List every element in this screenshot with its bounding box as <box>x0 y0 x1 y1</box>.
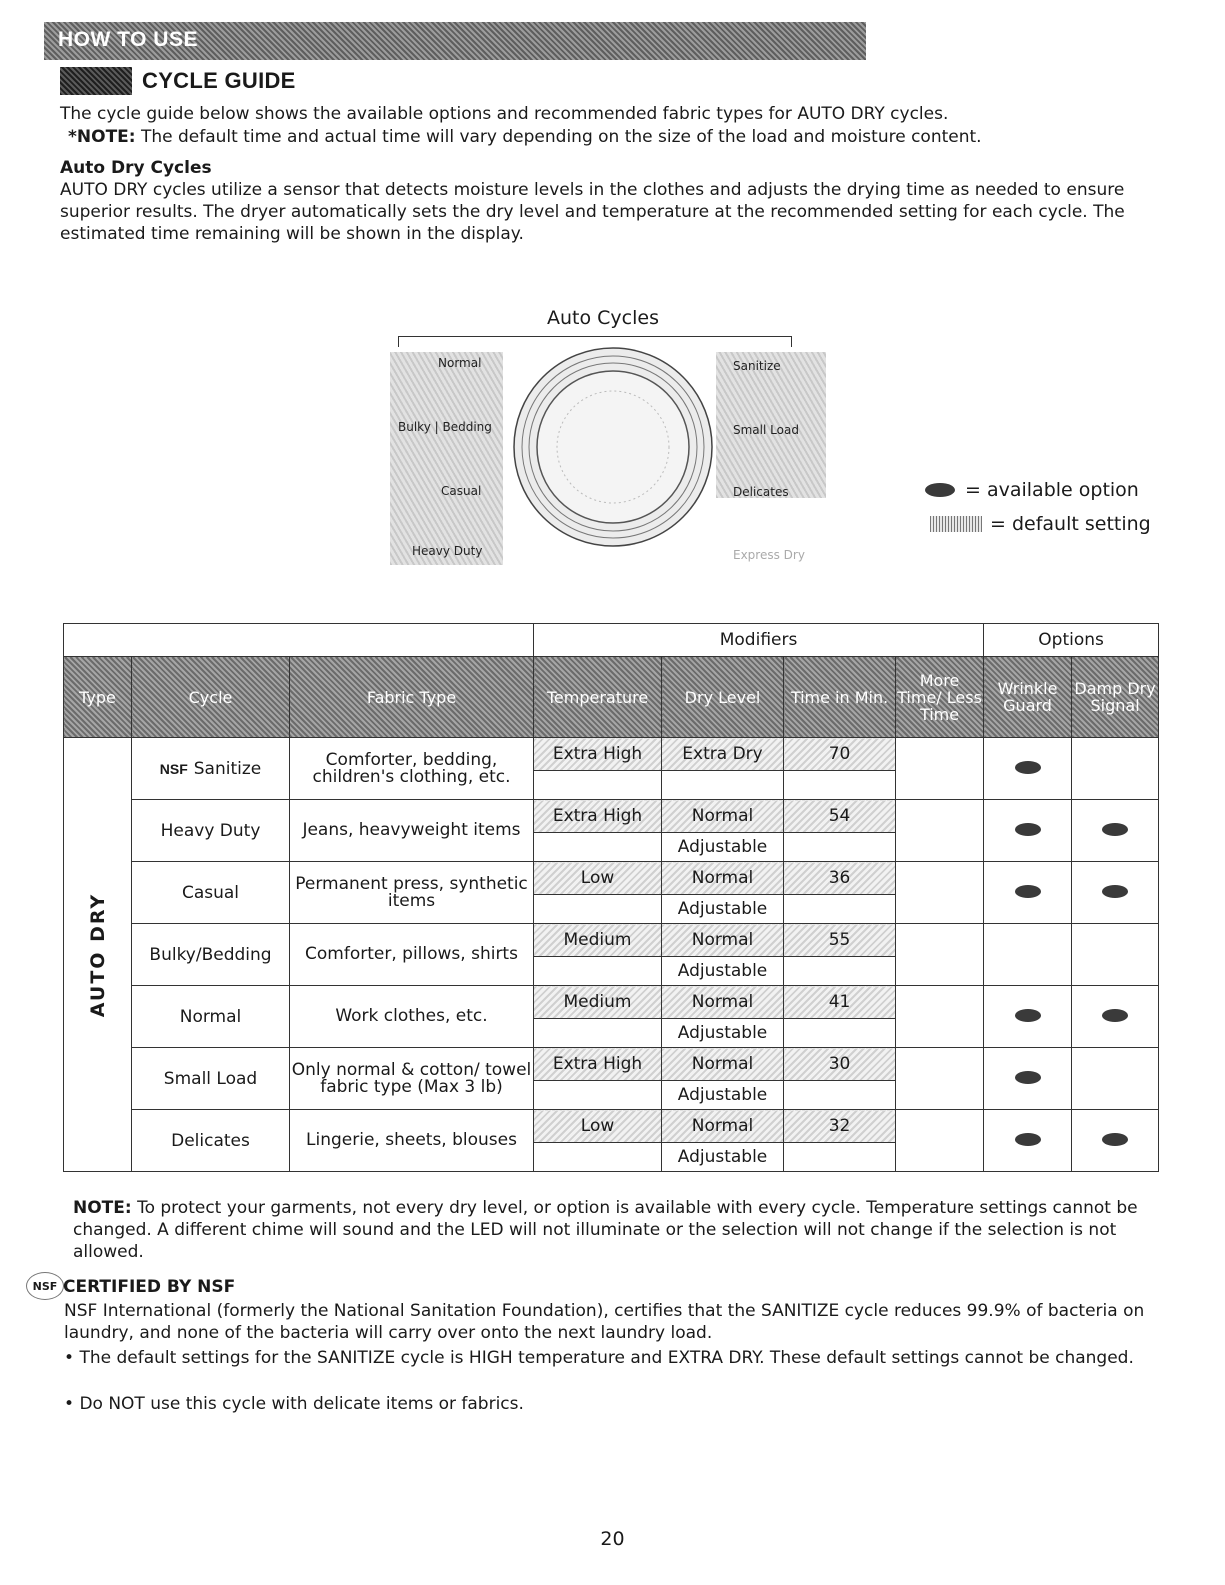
fabric-cell: Comforter, bedding, children's clothing, etc. <box>290 738 534 800</box>
panel-button-express-dry[interactable]: Express Dry <box>733 548 805 562</box>
more-less-time-cell <box>896 800 984 862</box>
col-fabric-type: Fabric Type <box>290 657 534 738</box>
dry-level-sub-cell: Adjustable <box>662 1081 784 1110</box>
fabric-cell: Jeans, heavyweight items <box>290 800 534 862</box>
time-cell: 54 <box>784 800 896 833</box>
dry-level-sub-cell: Adjustable <box>662 895 784 924</box>
damp-dry-signal-cell <box>1072 800 1159 862</box>
available-dot-icon <box>1102 1133 1128 1146</box>
col-type: Type <box>64 657 132 738</box>
cycle-dial-knob[interactable] <box>512 346 714 548</box>
temperature-sub-cell <box>534 1019 662 1048</box>
nsf-bullet-1: • The default settings for the SANITIZE cycle is HIGH temperature and EXTRA DRY. These default settings cannot be changed. <box>64 1348 1134 1368</box>
time-sub-cell <box>784 957 896 986</box>
available-dot-icon <box>1102 823 1128 836</box>
fabric-cell: Comforter, pillows, shirts <box>290 924 534 986</box>
time-cell: 36 <box>784 862 896 895</box>
dry-level-cell: Extra Dry <box>662 738 784 771</box>
wrinkle-guard-cell <box>984 1048 1072 1110</box>
auto-cycles-label: Auto Cycles <box>547 307 659 329</box>
fabric-cell: Permanent press, synthetic items <box>290 862 534 924</box>
temperature-cell: Medium <box>534 986 662 1019</box>
time-cell: 30 <box>784 1048 896 1081</box>
cycle-guide-table <box>63 623 1159 1172</box>
time-cell: 55 <box>784 924 896 957</box>
table-note: NOTE: To protect your garments, not every dry level, or option is available with every cycle. Temperature settings cannot be changed. A different chime will sound and the LED will not illuminate or the selection will not change if the selection is not allowed. <box>73 1198 1138 1262</box>
available-dot-icon <box>1015 761 1041 774</box>
intro-text: The cycle guide below shows the available options and recommended fabric types for AUTO DRY cycles. <box>60 104 949 124</box>
nsf-heading: CERTIFIED BY NSF <box>63 1277 236 1297</box>
temperature-sub-cell <box>534 833 662 862</box>
damp-dry-signal-cell <box>1072 738 1159 800</box>
cycle-cell: Bulky/Bedding <box>132 924 290 986</box>
auto-dry-text: AUTO DRY cycles utilize a sensor that detects moisture levels in the clothes and adjusts the drying time as needed to ensure superior results. The dryer automatically sets the dry level and temperature at the recommended setting for each cycle. The estimated time remaining will be shown in the display. <box>60 180 1125 244</box>
damp-dry-signal-cell <box>1072 862 1159 924</box>
options-header: Options <box>984 624 1159 657</box>
temperature-cell: Extra High <box>534 738 662 771</box>
time-cell: 32 <box>784 1110 896 1143</box>
panel-button-heavy-duty[interactable]: Heavy Duty <box>412 544 483 558</box>
legend-available: = available option <box>925 479 1139 501</box>
table-row <box>64 800 1159 833</box>
table-corner <box>64 624 534 657</box>
temperature-sub-cell <box>534 957 662 986</box>
more-less-time-cell <box>896 1110 984 1172</box>
left-button-panel <box>390 352 503 565</box>
col-time: Time in Min. <box>784 657 896 738</box>
damp-dry-signal-cell <box>1072 924 1159 986</box>
nsf-logo-icon: NSF <box>26 1272 64 1300</box>
col-wrinkle-guard: Wrinkle Guard <box>984 657 1072 738</box>
panel-button-delicates[interactable]: Delicates <box>733 485 789 499</box>
cycle-cell: Delicates <box>132 1110 290 1172</box>
table-row <box>64 1110 1159 1143</box>
temperature-sub-cell <box>534 1081 662 1110</box>
nsf-mark-icon: NSF <box>159 760 188 777</box>
col-dry-level: Dry Level <box>662 657 784 738</box>
table-row <box>64 986 1159 1019</box>
page-title: CYCLE GUIDE <box>142 68 296 93</box>
wrinkle-guard-cell <box>984 986 1072 1048</box>
cycle-cell: Normal <box>132 986 290 1048</box>
temperature-cell: Extra High <box>534 1048 662 1081</box>
temperature-cell: Low <box>534 862 662 895</box>
table-row <box>64 1048 1159 1081</box>
wrinkle-guard-cell <box>984 862 1072 924</box>
nsf-bullet-2: • Do NOT use this cycle with delicate items or fabrics. <box>64 1394 524 1414</box>
table-row <box>64 862 1159 895</box>
dry-level-sub-cell: Adjustable <box>662 1019 784 1048</box>
temperature-sub-cell <box>534 1143 662 1172</box>
page-number: 20 <box>600 1528 625 1550</box>
damp-dry-signal-cell <box>1072 1110 1159 1172</box>
panel-button-casual[interactable]: Casual <box>441 484 482 498</box>
auto-dry-heading: Auto Dry Cycles <box>60 158 212 178</box>
dry-level-sub-cell: Adjustable <box>662 957 784 986</box>
cycle-cell: Heavy Duty <box>132 800 290 862</box>
col-damp-dry-signal: Damp Dry Signal <box>1072 657 1159 738</box>
legend-default: = default setting <box>930 513 1151 535</box>
title-block-decoration <box>60 67 132 95</box>
available-dot-icon <box>1102 885 1128 898</box>
wrinkle-guard-cell <box>984 738 1072 800</box>
dry-level-cell: Normal <box>662 924 784 957</box>
time-sub-cell <box>784 1081 896 1110</box>
fabric-cell: Work clothes, etc. <box>290 986 534 1048</box>
more-less-time-cell <box>896 924 984 986</box>
cycle-cell: Casual <box>132 862 290 924</box>
dry-level-cell: Normal <box>662 1110 784 1143</box>
dry-level-cell: Normal <box>662 800 784 833</box>
time-cell: 41 <box>784 986 896 1019</box>
wrinkle-guard-cell <box>984 1110 1072 1172</box>
section-banner <box>44 22 866 60</box>
col-temperature: Temperature <box>534 657 662 738</box>
dry-level-cell: Normal <box>662 862 784 895</box>
default-hatch-swatch-icon <box>930 516 982 532</box>
cycle-cell: Small Load <box>132 1048 290 1110</box>
col-cycle: Cycle <box>132 657 290 738</box>
damp-dry-signal-cell <box>1072 986 1159 1048</box>
available-dot-icon <box>1015 1009 1041 1022</box>
type-auto-dry-cell: AUTO DRY <box>64 738 132 1172</box>
more-less-time-cell <box>896 1048 984 1110</box>
available-dot-icon <box>925 483 955 497</box>
dry-level-sub-cell <box>662 771 784 800</box>
more-less-time-cell <box>896 862 984 924</box>
table-row <box>64 924 1159 957</box>
time-sub-cell <box>784 895 896 924</box>
time-sub-cell <box>784 1019 896 1048</box>
temperature-sub-cell <box>534 895 662 924</box>
temperature-cell: Medium <box>534 924 662 957</box>
fabric-cell: Only normal & cotton/ towel fabric type (Max 3 lb) <box>290 1048 534 1110</box>
more-less-time-cell <box>896 738 984 800</box>
panel-button-sanitize[interactable]: Sanitize <box>733 359 781 373</box>
wrinkle-guard-cell <box>984 800 1072 862</box>
panel-button-normal[interactable]: Normal <box>438 356 482 370</box>
temperature-cell: Low <box>534 1110 662 1143</box>
modifiers-header: Modifiers <box>534 624 984 657</box>
dry-level-sub-cell: Adjustable <box>662 1143 784 1172</box>
wrinkle-guard-cell <box>984 924 1072 986</box>
available-dot-icon <box>1102 1009 1128 1022</box>
fabric-cell: Lingerie, sheets, blouses <box>290 1110 534 1172</box>
available-dot-icon <box>1015 823 1041 836</box>
temperature-cell: Extra High <box>534 800 662 833</box>
dry-level-sub-cell: Adjustable <box>662 833 784 862</box>
temperature-sub-cell <box>534 771 662 800</box>
section-title <box>60 66 296 96</box>
intro-note: *NOTE: The default time and actual time will vary depending on the size of the load and moisture content. <box>68 127 982 147</box>
time-sub-cell <box>784 1143 896 1172</box>
panel-button-small-load[interactable]: Small Load <box>733 423 799 437</box>
col-more-less-time: More Time/ Less Time <box>896 657 984 738</box>
table-row <box>64 738 1159 771</box>
panel-button-bulky-bedding[interactable]: Bulky | Bedding <box>398 420 492 434</box>
available-dot-icon <box>1015 1071 1041 1084</box>
nsf-text: NSF International (formerly the National Sanitation Foundation), certifies that the SANITIZE cycle reduces 99.9% of bacteria on laundry, and none of the bacteria will carry over onto the next laundry load. <box>64 1301 1145 1343</box>
available-dot-icon <box>1015 885 1041 898</box>
time-sub-cell <box>784 833 896 862</box>
time-cell: 70 <box>784 738 896 771</box>
dry-level-cell: Normal <box>662 1048 784 1081</box>
damp-dry-signal-cell <box>1072 1048 1159 1110</box>
more-less-time-cell <box>896 986 984 1048</box>
banner-title: HOW TO USE <box>58 28 198 51</box>
dry-level-cell: Normal <box>662 986 784 1019</box>
cycle-cell: NSF Sanitize <box>132 738 290 800</box>
time-sub-cell <box>784 771 896 800</box>
available-dot-icon <box>1015 1133 1041 1146</box>
